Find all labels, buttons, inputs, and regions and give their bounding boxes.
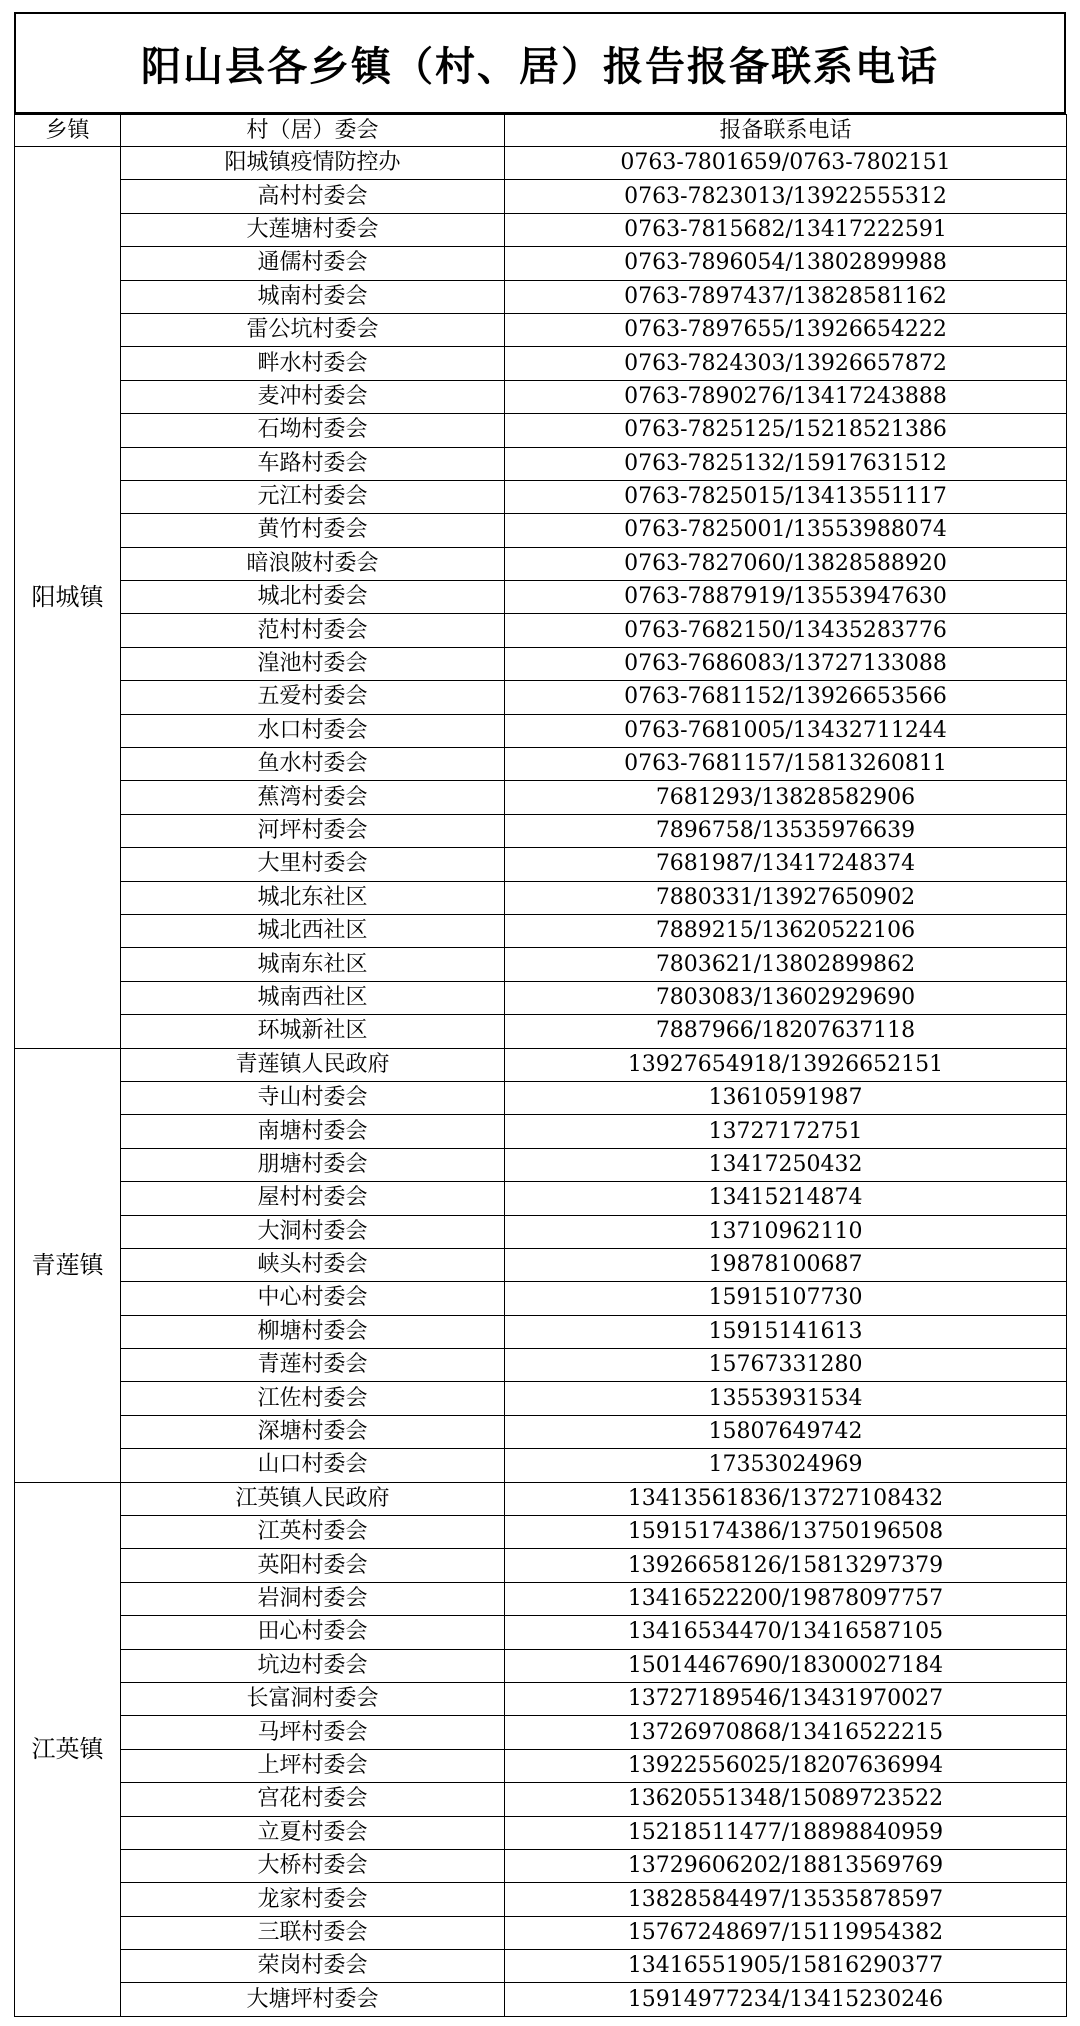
village-cell: 水口村委会 xyxy=(121,714,505,747)
table-row xyxy=(15,1916,1067,1949)
phone-cell: 15014467690/18300027184 xyxy=(505,1649,1067,1682)
village-cell: 大莲塘村委会 xyxy=(121,213,505,246)
village-cell: 朋塘村委会 xyxy=(121,1148,505,1181)
phone-cell: 13926658126/15813297379 xyxy=(505,1549,1067,1582)
phone-cell: 0763-7897437/13828581162 xyxy=(505,280,1067,313)
village-cell: 岩洞村委会 xyxy=(121,1582,505,1615)
phone-cell: 15767331280 xyxy=(505,1349,1067,1382)
village-cell: 环城新社区 xyxy=(121,1015,505,1048)
table-row xyxy=(15,1449,1067,1482)
village-cell: 大洞村委会 xyxy=(121,1215,505,1248)
phone-cell: 0763-7686083/13727133088 xyxy=(505,647,1067,680)
phone-cell: 13727172751 xyxy=(505,1115,1067,1148)
phone-cell: 13922556025/18207636994 xyxy=(505,1749,1067,1782)
village-cell: 石坳村委会 xyxy=(121,414,505,447)
table-row xyxy=(15,614,1067,647)
table-row xyxy=(15,1015,1067,1048)
village-cell: 城北东社区 xyxy=(121,881,505,914)
table-row xyxy=(15,1415,1067,1448)
header-phone: 报备联系电话 xyxy=(505,115,1067,147)
table-row xyxy=(15,981,1067,1014)
table-row xyxy=(15,1248,1067,1281)
village-cell: 大里村委会 xyxy=(121,848,505,881)
phone-cell: 7896758/13535976639 xyxy=(505,814,1067,847)
phone-cell: 13927654918/13926652151 xyxy=(505,1048,1067,1081)
village-cell: 荣岗村委会 xyxy=(121,1950,505,1983)
table-row xyxy=(15,814,1067,847)
village-cell: 范村村委会 xyxy=(121,614,505,647)
village-cell: 田心村委会 xyxy=(121,1616,505,1649)
phone-cell: 13415214874 xyxy=(505,1182,1067,1215)
phone-cell: 0763-7825015/13413551117 xyxy=(505,480,1067,513)
phone-cell: 0763-7823013/13922555312 xyxy=(505,180,1067,213)
village-cell: 大桥村委会 xyxy=(121,1849,505,1882)
phone-cell: 15914977234/13415230246 xyxy=(505,1983,1067,2016)
table-row xyxy=(15,247,1067,280)
table-row xyxy=(15,1349,1067,1382)
table-row xyxy=(15,1849,1067,1882)
village-cell: 三联村委会 xyxy=(121,1916,505,1949)
phone-cell: 0763-7801659/0763-7802151 xyxy=(505,147,1067,180)
village-cell: 城南西社区 xyxy=(121,981,505,1014)
village-cell: 长富洞村委会 xyxy=(121,1682,505,1715)
table-row xyxy=(15,1549,1067,1582)
village-cell: 城南东社区 xyxy=(121,948,505,981)
phone-cell: 13416522200/19878097757 xyxy=(505,1582,1067,1615)
table-row xyxy=(15,1115,1067,1148)
village-cell: 城北西社区 xyxy=(121,914,505,947)
village-cell: 河坪村委会 xyxy=(121,814,505,847)
village-cell: 立夏村委会 xyxy=(121,1816,505,1849)
table-row xyxy=(15,480,1067,513)
contact-sheet xyxy=(14,12,1066,2017)
header-village: 村（居）委会 xyxy=(121,115,505,147)
table-row xyxy=(15,447,1067,480)
table-row xyxy=(15,547,1067,580)
village-cell: 车路村委会 xyxy=(121,447,505,480)
table-row xyxy=(15,1182,1067,1215)
village-cell: 湟池村委会 xyxy=(121,647,505,680)
phone-cell: 7887966/18207637118 xyxy=(505,1015,1067,1048)
document-title: 阳山县各乡镇（村、居）报告报备联系电话 xyxy=(14,12,1066,114)
village-cell: 坑边村委会 xyxy=(121,1649,505,1682)
table-row xyxy=(15,1148,1067,1181)
table-row xyxy=(15,1215,1067,1248)
table-row xyxy=(15,1616,1067,1649)
table-row xyxy=(15,1282,1067,1315)
phone-cell: 7803621/13802899862 xyxy=(505,948,1067,981)
village-cell: 龙家村委会 xyxy=(121,1883,505,1916)
table-row xyxy=(15,180,1067,213)
phone-cell: 15915174386/13750196508 xyxy=(505,1516,1067,1549)
table-row xyxy=(15,414,1067,447)
phone-cell: 13416534470/13416587105 xyxy=(505,1616,1067,1649)
table-row xyxy=(15,1950,1067,1983)
phone-cell: 0763-7681005/13432711244 xyxy=(505,714,1067,747)
phone-cell: 13710962110 xyxy=(505,1215,1067,1248)
phone-cell: 13413561836/13727108432 xyxy=(505,1482,1067,1515)
table-row xyxy=(15,1582,1067,1615)
town-cell: 青莲镇 xyxy=(15,1048,121,1482)
table-row xyxy=(15,848,1067,881)
phone-cell: 15767248697/15119954382 xyxy=(505,1916,1067,1949)
village-cell: 黄竹村委会 xyxy=(121,514,505,547)
village-cell: 蕉湾村委会 xyxy=(121,781,505,814)
table-row xyxy=(15,681,1067,714)
phone-cell: 13417250432 xyxy=(505,1148,1067,1181)
table-row xyxy=(15,748,1067,781)
table-row xyxy=(15,280,1067,313)
phone-cell: 17353024969 xyxy=(505,1449,1067,1482)
village-cell: 畔水村委会 xyxy=(121,347,505,380)
phone-cell: 0763-7827060/13828588920 xyxy=(505,547,1067,580)
village-cell: 元江村委会 xyxy=(121,480,505,513)
village-cell: 鱼水村委会 xyxy=(121,748,505,781)
table-row xyxy=(15,1315,1067,1348)
phone-cell: 0763-7896054/13802899988 xyxy=(505,247,1067,280)
village-cell: 江英村委会 xyxy=(121,1516,505,1549)
village-cell: 通儒村委会 xyxy=(121,247,505,280)
village-cell: 麦冲村委会 xyxy=(121,380,505,413)
table-row xyxy=(15,1382,1067,1415)
table-row xyxy=(15,514,1067,547)
phone-cell: 13727189546/13431970027 xyxy=(505,1682,1067,1715)
phone-cell: 0763-7897655/13926654222 xyxy=(505,313,1067,346)
table-row xyxy=(15,1783,1067,1816)
village-cell: 城北村委会 xyxy=(121,581,505,614)
phone-cell: 7681293/13828582906 xyxy=(505,781,1067,814)
village-cell: 中心村委会 xyxy=(121,1282,505,1315)
village-cell: 江佐村委会 xyxy=(121,1382,505,1415)
header-town: 乡镇 xyxy=(15,115,121,147)
village-cell: 山口村委会 xyxy=(121,1449,505,1482)
table-row xyxy=(15,1081,1067,1114)
table-row xyxy=(15,1048,1067,1081)
town-cell: 阳城镇 xyxy=(15,147,121,1049)
phone-cell: 7880331/13927650902 xyxy=(505,881,1067,914)
table-row xyxy=(15,1682,1067,1715)
village-cell: 深塘村委会 xyxy=(121,1415,505,1448)
table-row xyxy=(15,1516,1067,1549)
village-cell: 阳城镇疫情防控办 xyxy=(121,147,505,180)
phone-cell: 19878100687 xyxy=(505,1248,1067,1281)
phone-cell: 13726970868/13416522215 xyxy=(505,1716,1067,1749)
table-row xyxy=(15,213,1067,246)
table-row xyxy=(15,380,1067,413)
phone-cell: 15915141613 xyxy=(505,1315,1067,1348)
phone-cell: 7681987/13417248374 xyxy=(505,848,1067,881)
phone-cell: 15807649742 xyxy=(505,1415,1067,1448)
village-cell: 峡头村委会 xyxy=(121,1248,505,1281)
phone-cell: 0763-7825125/15218521386 xyxy=(505,414,1067,447)
table-row xyxy=(15,948,1067,981)
village-cell: 上坪村委会 xyxy=(121,1749,505,1782)
phone-cell: 13610591987 xyxy=(505,1081,1067,1114)
table-body xyxy=(15,147,1067,2017)
table-row xyxy=(15,881,1067,914)
table-row xyxy=(15,1816,1067,1849)
village-cell: 青莲镇人民政府 xyxy=(121,1048,505,1081)
table-row xyxy=(15,914,1067,947)
village-cell: 宫花村委会 xyxy=(121,1783,505,1816)
village-cell: 寺山村委会 xyxy=(121,1081,505,1114)
phone-cell: 13729606202/18813569769 xyxy=(505,1849,1067,1882)
table-row xyxy=(15,781,1067,814)
phone-cell: 15915107730 xyxy=(505,1282,1067,1315)
village-cell: 马坪村委会 xyxy=(121,1716,505,1749)
table-row xyxy=(15,647,1067,680)
village-cell: 大塘坪村委会 xyxy=(121,1983,505,2016)
table-row xyxy=(15,1983,1067,2016)
village-cell: 南塘村委会 xyxy=(121,1115,505,1148)
phone-cell: 0763-7815682/13417222591 xyxy=(505,213,1067,246)
village-cell: 高村村委会 xyxy=(121,180,505,213)
phone-cell: 0763-7887919/13553947630 xyxy=(505,581,1067,614)
table-row xyxy=(15,1649,1067,1682)
phone-cell: 15218511477/18898840959 xyxy=(505,1816,1067,1849)
table-row xyxy=(15,313,1067,346)
table-row xyxy=(15,347,1067,380)
phone-cell: 0763-7890276/13417243888 xyxy=(505,380,1067,413)
phone-cell: 0763-7681152/13926653566 xyxy=(505,681,1067,714)
village-cell: 暗浪陂村委会 xyxy=(121,547,505,580)
village-cell: 五爱村委会 xyxy=(121,681,505,714)
village-cell: 雷公坑村委会 xyxy=(121,313,505,346)
phone-cell: 0763-7825132/15917631512 xyxy=(505,447,1067,480)
phone-cell: 0763-7824303/13926657872 xyxy=(505,347,1067,380)
table-row xyxy=(15,1749,1067,1782)
phone-cell: 7803083/13602929690 xyxy=(505,981,1067,1014)
town-cell: 江英镇 xyxy=(15,1482,121,2016)
table-row xyxy=(15,147,1067,180)
village-cell: 城南村委会 xyxy=(121,280,505,313)
phone-cell: 0763-7825001/13553988074 xyxy=(505,514,1067,547)
contact-table xyxy=(14,114,1067,2017)
table-header-row xyxy=(15,115,1067,147)
village-cell: 江英镇人民政府 xyxy=(121,1482,505,1515)
village-cell: 屋村村委会 xyxy=(121,1182,505,1215)
phone-cell: 13620551348/15089723522 xyxy=(505,1783,1067,1816)
village-cell: 柳塘村委会 xyxy=(121,1315,505,1348)
table-row xyxy=(15,1482,1067,1515)
phone-cell: 13416551905/15816290377 xyxy=(505,1950,1067,1983)
table-row xyxy=(15,1883,1067,1916)
table-row xyxy=(15,1716,1067,1749)
phone-cell: 0763-7681157/15813260811 xyxy=(505,748,1067,781)
village-cell: 英阳村委会 xyxy=(121,1549,505,1582)
phone-cell: 13828584497/13535878597 xyxy=(505,1883,1067,1916)
phone-cell: 7889215/13620522106 xyxy=(505,914,1067,947)
village-cell: 青莲村委会 xyxy=(121,1349,505,1382)
table-row xyxy=(15,581,1067,614)
table-row xyxy=(15,714,1067,747)
phone-cell: 0763-7682150/13435283776 xyxy=(505,614,1067,647)
phone-cell: 13553931534 xyxy=(505,1382,1067,1415)
